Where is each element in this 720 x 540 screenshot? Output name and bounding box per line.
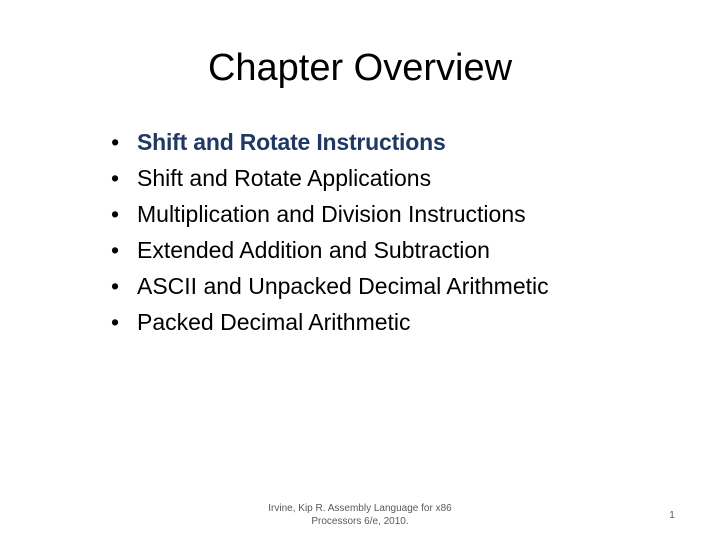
bullet-item-multiplication-division — [108, 196, 688, 232]
bullet-dot-icon: • — [110, 309, 120, 335]
bullet-dot-icon: • — [111, 129, 119, 155]
footer-citation-line2: Processors 6/e, 2010. — [311, 516, 409, 527]
bullet-text: Multiplication and Division Instructions — [137, 201, 526, 227]
bullet-item-packed-decimal — [108, 304, 688, 340]
bullet-dot-icon: • — [110, 165, 120, 191]
footer-citation-line1: Irvine, Kip R. Assembly Language for x86 — [268, 503, 452, 514]
bullet-text: Extended Addition and Subtraction — [137, 237, 490, 263]
bullet-dot-icon: • — [110, 237, 120, 263]
slide-title: Chapter Overview — [207, 47, 513, 89]
bullet-text: Packed Decimal Arithmetic — [137, 309, 411, 335]
bullet-text: ASCII and Unpacked Decimal Arithmetic — [137, 273, 549, 299]
bullet-text: Shift and Rotate Instructions — [137, 129, 446, 155]
slide-number: 1 — [669, 510, 675, 521]
bullet-dot-icon: • — [110, 201, 120, 227]
bullet-item-ascii-unpacked-decimal — [108, 268, 688, 304]
bullet-list — [108, 124, 688, 340]
bullet-item-shift-rotate-applications — [108, 160, 688, 196]
bullet-text: Shift and Rotate Applications — [137, 165, 432, 191]
bullet-item-extended-addition-subtraction — [108, 232, 688, 268]
bullet-dot-icon: • — [110, 273, 120, 299]
footer-citation — [240, 502, 480, 528]
bullet-item-shift-rotate-instructions — [108, 124, 688, 160]
